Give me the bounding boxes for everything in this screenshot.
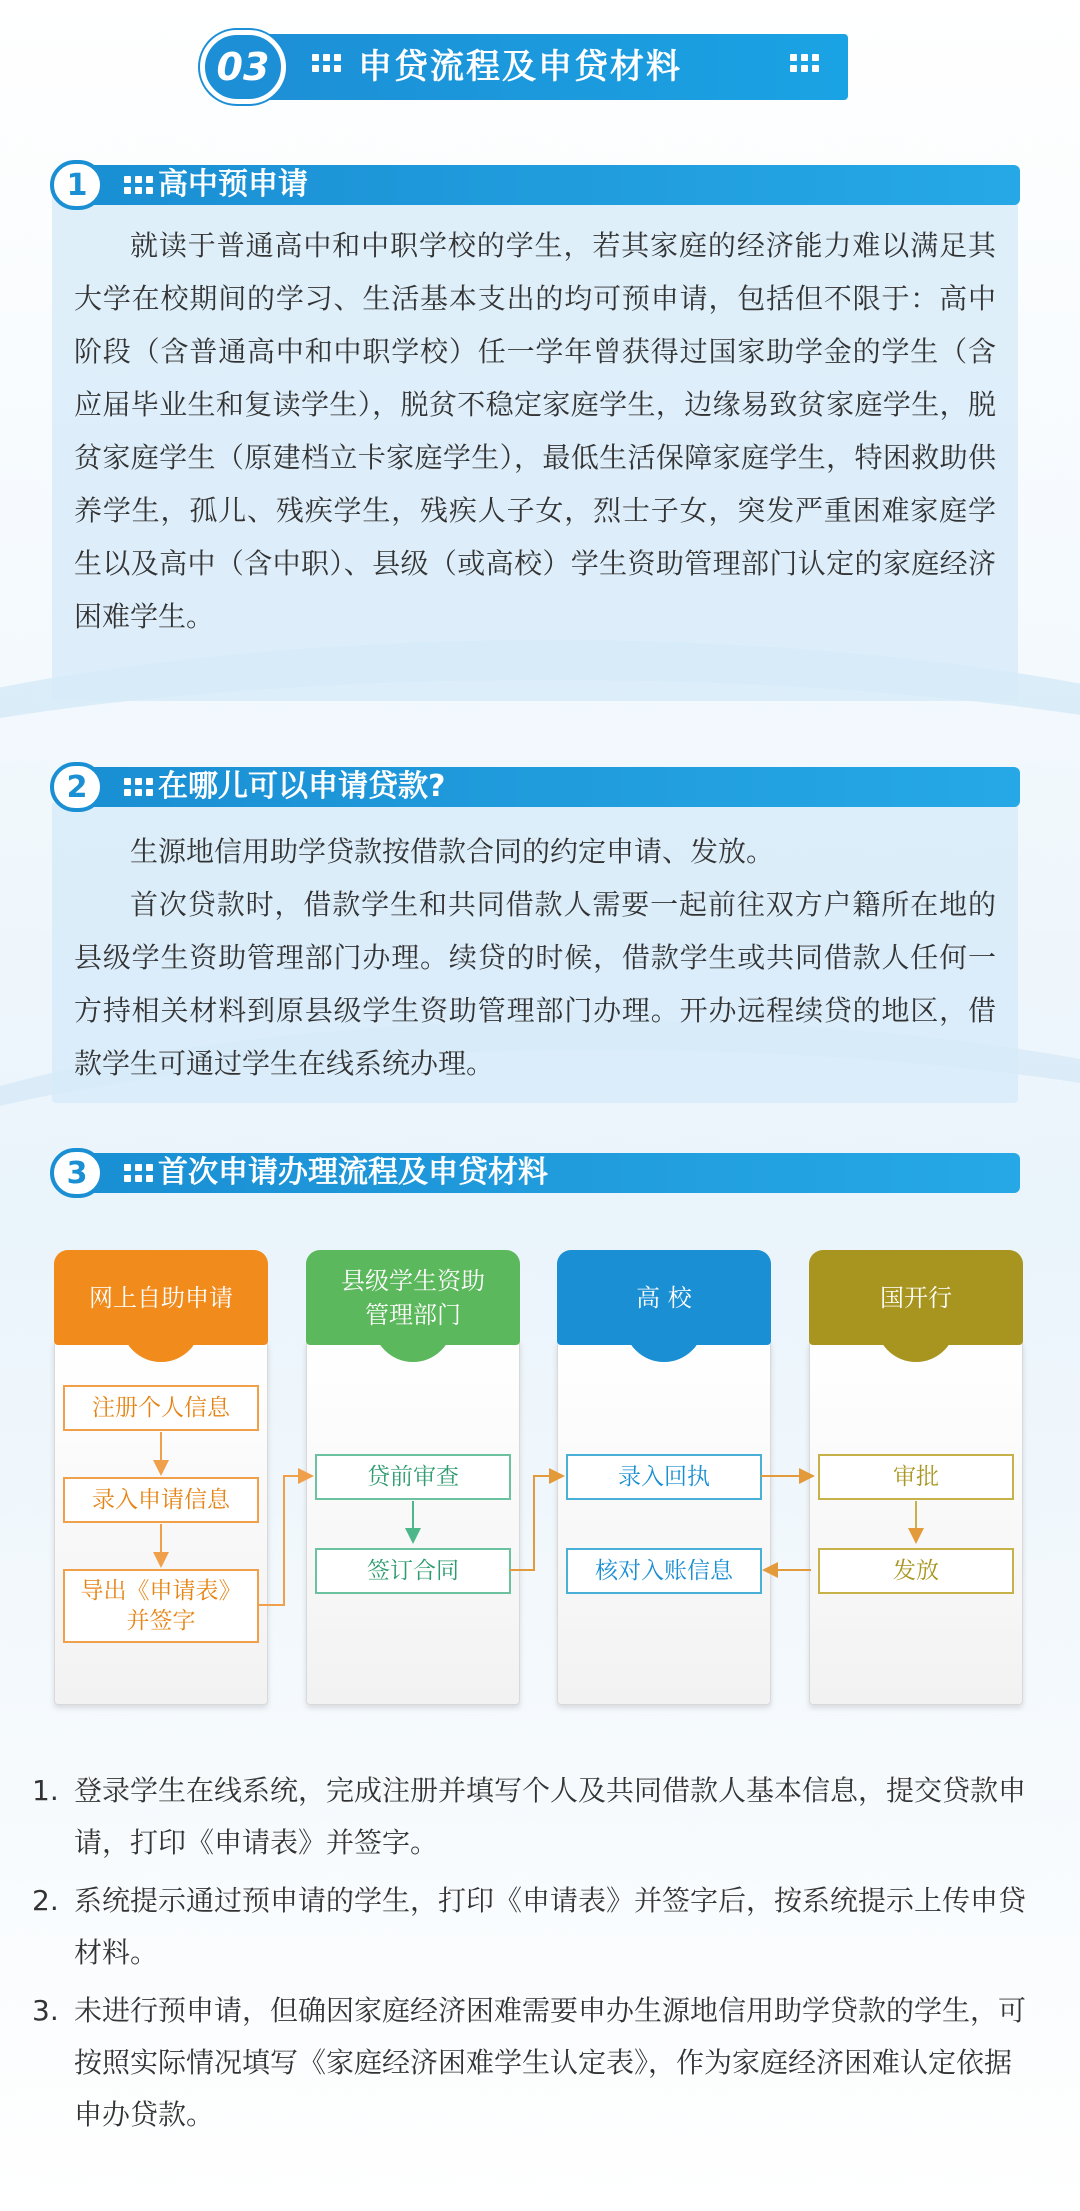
flow-column-title: 国开行 (809, 1250, 1023, 1345)
section-1-paragraph: 就读于普通高中和中职学校的学生，若其家庭的经济能力难以满足其大学在校期间的学习、生活基本支出的均可预申请，包括但不限于：高中阶段（含普通高中和中职学校）任一学年曾获得过国家助学金的学生（含应届毕业生和复读学生），脱贫不稳定家庭学生，边缘易致贫家庭学生，脱贫家庭学生（原建档立卡家庭学生），最低生活保障家庭学生，特困救助供养学生，孤儿、残疾学生，残疾人子女，烈士子女，突发严重困难家庭学生以及高中（含中职）、县级（或高校）学生资助管理部门认定的家庭经济困难学生。 (74, 229, 996, 633)
flow-column-title: 网上自助申请 (54, 1250, 268, 1345)
flow-column-title: 县级学生资助 管理部门 (306, 1250, 520, 1345)
section-2-panel (52, 803, 1018, 1103)
section-2-header (50, 762, 1020, 812)
flow-step: 录入申请信息 (63, 1477, 259, 1523)
main-header-title: 申贷流程及申贷材料 (358, 47, 682, 87)
dots-icon (790, 54, 819, 72)
dots-icon (312, 54, 341, 72)
arrow-right (258, 1476, 310, 1605)
flow-step: 签订合同 (315, 1548, 511, 1594)
note-item (32, 1875, 1032, 1979)
note-text: 未进行预申请，但确因家庭经济困难需要申办生源地信用助学贷款的学生，可按照实际情况填写《家庭经济困难学生认定表》，作为家庭经济困难认定依据申办贷款。 (74, 1994, 1027, 2131)
process-flow-chart (54, 1250, 1026, 1710)
notes-list (32, 1765, 1032, 2147)
section-1-header (50, 160, 1020, 210)
section-title: 首次申请办理流程及申贷材料 (158, 1155, 548, 1190)
note-number: 2. (32, 1884, 59, 1917)
section-number: 3 (50, 1148, 104, 1198)
section-number: 1 (50, 160, 104, 210)
flow-step: 注册个人信息 (63, 1385, 259, 1431)
arrow-right (510, 1476, 561, 1570)
section-title: 高中预申请 (158, 167, 308, 202)
note-text: 系统提示通过预申请的学生，打印《申请表》并签字后，按系统提示上传申贷材料。 (74, 1884, 1027, 1969)
flow-step: 贷前审查 (315, 1454, 511, 1500)
flow-step: 核对入账信息 (566, 1548, 762, 1594)
section-2-paragraph: 首次贷款时，借款学生和共同借款人需要一起前往双方户籍所在地的县级学生资助管理部门办理。续贷的时候，借款学生或共同借款人任何一方持相关材料到原县级学生资助管理部门办理。开办远程续贷的地区，借款学生可通过学生在线系统办理。 (74, 888, 996, 1080)
flow-step: 导出《申请表》 并签字 (63, 1569, 259, 1643)
note-text: 登录学生在线系统，完成注册并填写个人及共同借款人基本信息，提交贷款申请，打印《申请表》并签字。 (74, 1774, 1027, 1859)
dots-icon (124, 778, 153, 796)
section-1-panel (52, 193, 1018, 701)
dots-icon (124, 1164, 153, 1182)
main-header-badge: 03 (200, 30, 286, 104)
section-3-header (50, 1148, 1020, 1198)
flow-arrows (54, 1250, 1026, 1710)
main-header (200, 30, 848, 104)
flow-step: 录入回执 (566, 1454, 762, 1500)
note-item (32, 1765, 1032, 1869)
section-title: 在哪儿可以申请贷款? (158, 769, 446, 804)
note-item (32, 1985, 1032, 2141)
note-number: 1. (32, 1774, 59, 1807)
note-number: 3. (32, 1994, 59, 2027)
flow-column-title: 高 校 (557, 1250, 771, 1345)
section-number: 2 (50, 762, 104, 812)
flow-step: 审批 (818, 1454, 1014, 1500)
flow-step: 发放 (818, 1548, 1014, 1594)
section-2-paragraph: 生源地信用助学贷款按借款合同的约定申请、发放。 (130, 835, 775, 868)
dots-icon (124, 176, 153, 194)
